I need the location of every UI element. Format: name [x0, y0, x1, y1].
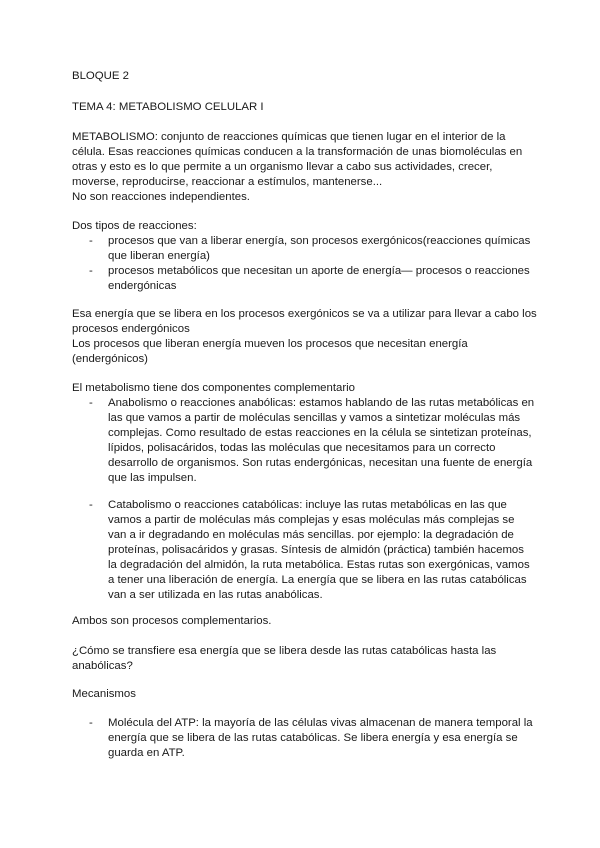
text-line: van a ser utilizada en las rutas anabólicas.	[108, 589, 323, 601]
text-line: procesos metabólicos que necesitan un aporte de energía— procesos o reacciones	[108, 265, 530, 277]
text-line: Esa energía que se libera en los procesos exergónicos se va a utilizar para llevar a cabo los	[72, 308, 537, 320]
text-line: la degradación del almidón, la ruta metabólica. Estas rutas son exergónicas, vamos	[108, 559, 530, 571]
text-line: anabólicas?	[72, 660, 133, 672]
text-line: energía que se libera de las rutas catabólicas. Se libera energía y esa energía se	[108, 732, 518, 744]
text-line: las que vamos a partir de moléculas sencillas y vamos a sintetizar moléculas más	[108, 412, 521, 424]
text-line: a tener una liberación de energía. La energía que se libera en las rutas catabólicas	[108, 574, 527, 586]
bullet-dash: -	[89, 499, 93, 511]
text-line: vamos a partir de moléculas más complejas y esas moléculas más complejas se	[108, 514, 515, 526]
text-line: Molécula del ATP: la mayoría de las células vivas almacenan de manera temporal la	[108, 717, 533, 729]
both-note: Ambos son procesos complementarios.	[72, 615, 272, 627]
text-line: complejas. Como resultado de estas reacciones en la célula se sintetizan proteínas,	[108, 427, 532, 439]
components-heading: El metabolismo tiene dos componentes complementario	[72, 382, 356, 394]
text-line: ¿Cómo se transfiere esa energía que se libera desde las rutas catabólicas hasta las	[72, 645, 497, 657]
text-line: que las impulsen.	[108, 472, 197, 484]
text-line: van a ir degradando en moléculas más sencillas. por ejemplo: la degradación de	[108, 529, 514, 541]
text-line: que liberan energía)	[108, 250, 210, 262]
bullet-dash: -	[89, 397, 93, 409]
text-line: procesos endergónicos	[72, 323, 190, 335]
text-line: endergónicas	[108, 280, 177, 292]
text-line: otras y esto es lo que permite a un organismo llevar a cabo sus actividades, crecer,	[72, 161, 493, 173]
text-line: guarda en ATP.	[108, 747, 185, 759]
text-line: No son reacciones independientes.	[72, 191, 250, 203]
text-line: célula. Esas reacciones químicas conducen a la transformación de unas biomoléculas en	[72, 146, 523, 158]
components-list	[0, 396, 600, 606]
energy-paragraph	[72, 307, 542, 367]
mechanisms-heading: Mecanismos	[72, 688, 136, 700]
reaction-types-heading: Dos tipos de reacciones:	[72, 220, 197, 232]
text-line: Catabolismo o reacciones catabólicas: incluye las rutas metabólicas en las que	[108, 499, 507, 511]
text-line: desarrollo de organismos. Son rutas endergónicas, necesitan una fuente de energía	[108, 457, 533, 469]
text-line: procesos que van a liberar energía, son procesos exergónicos(reacciones químicas	[108, 235, 531, 247]
text-line: proteínas, polisacáridos y grasas. Síntesis de almidón (práctica) también hacemos	[108, 544, 524, 556]
block-title: BLOQUE 2	[72, 70, 129, 82]
bullet-dash: -	[89, 717, 93, 729]
text-line: Anabolismo o reacciones anabólicas: estamos hablando de las rutas metabólicas en	[108, 397, 535, 409]
mechanisms-list	[0, 716, 600, 766]
bullet-dash: -	[89, 235, 93, 247]
text-line: lípidos, polisacáridos, todas las moléculas que necesitamos para un correcto	[108, 442, 496, 454]
text-line: Los procesos que liberan energía mueven los procesos que necesitan energía	[72, 338, 468, 350]
topic-title: TEMA 4: METABOLISMO CELULAR I	[72, 101, 264, 113]
reaction-types-list	[0, 234, 600, 294]
text-line: (endergónicos)	[72, 353, 148, 365]
question-paragraph	[72, 644, 532, 674]
definition-paragraph	[72, 130, 532, 205]
bullet-dash: -	[89, 265, 93, 277]
text-line: METABOLISMO: conjunto de reacciones químicas que tienen lugar en el interior de la	[72, 131, 506, 143]
text-line: moverse, reproducirse, reaccionar a estímulos, mantenerse...	[72, 176, 383, 188]
